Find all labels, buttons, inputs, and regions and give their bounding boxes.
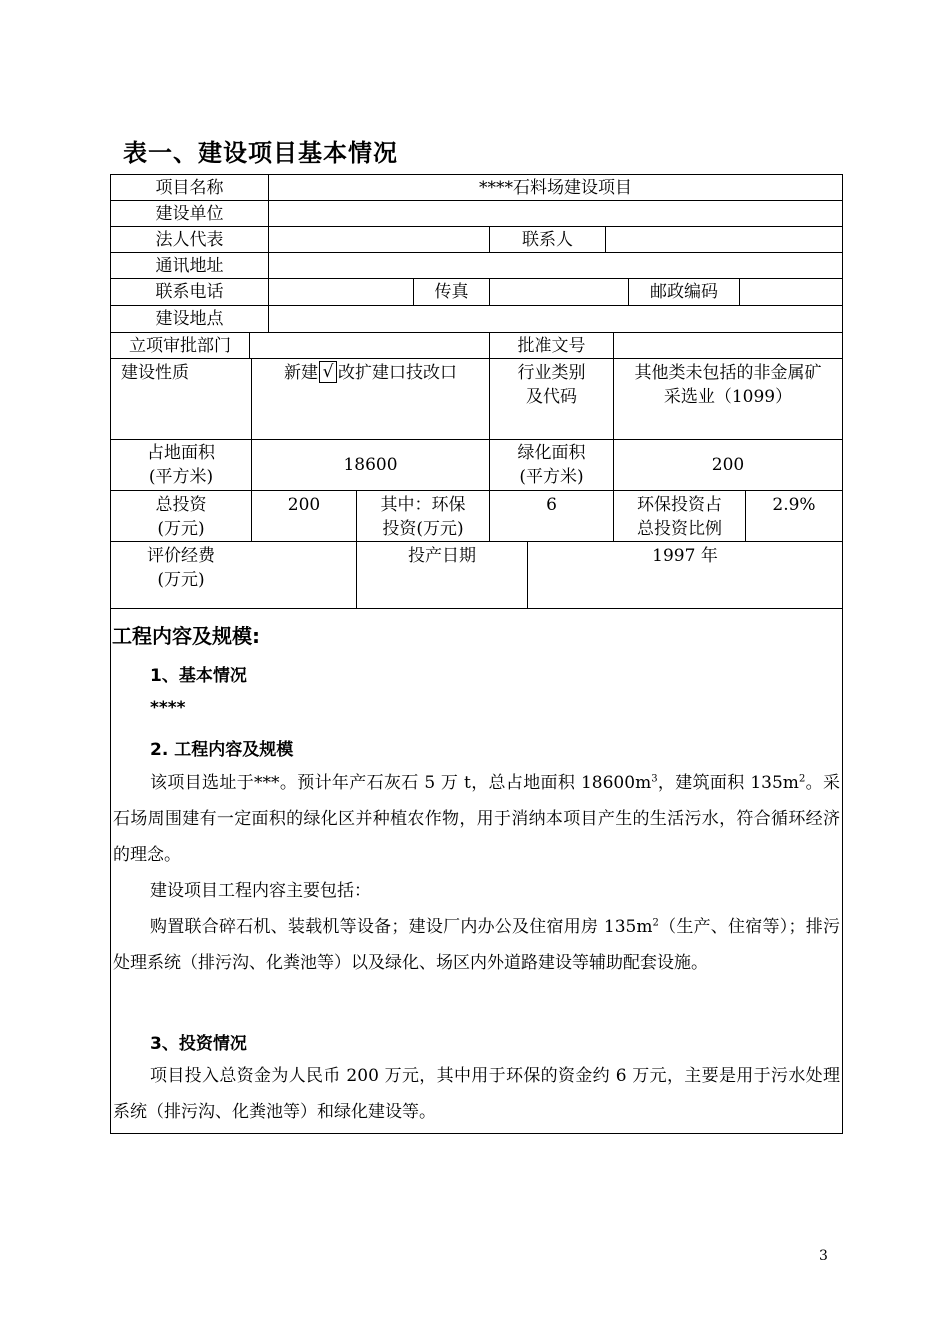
paragraph-4: 项目投入总资金为人民币 200 万元，其中用于环保的资金约 6 万元，主要是用于污水处理系统（排污沟、化粪池等）和绿化建设等。: [113, 1066, 840, 1122]
contact-person-label: 联系人: [522, 229, 573, 250]
prod-date-value: 1997 年: [652, 546, 718, 566]
postcode-label: 邮政编码: [650, 282, 718, 302]
env-invest-label: [357, 493, 489, 541]
env-invest-label-line2: 投资(万元): [382, 519, 464, 539]
industry-value-line2: 采选业（1099）: [663, 387, 793, 407]
industry-label-line2: 及代码: [526, 387, 577, 407]
page-number: 3: [819, 1248, 828, 1264]
construction-unit-value: [269, 201, 842, 226]
area-label: [111, 440, 251, 490]
green-label: [490, 440, 613, 490]
nature-new: 新建: [284, 363, 318, 383]
section-3-body: [113, 1058, 840, 1130]
fax-label: 传真: [434, 282, 469, 302]
invest-label-line2: (万元): [157, 519, 205, 539]
section-1-text: ****: [150, 698, 186, 718]
approval-dept-label: 立项审批部门: [129, 335, 231, 356]
area-value: 18600: [343, 455, 398, 475]
address-label: 通讯地址: [155, 255, 224, 276]
green-value: 200: [711, 455, 745, 475]
eval-fee-label-line2: (万元): [157, 570, 205, 590]
nature-checkbox: √: [319, 361, 337, 383]
ratio-label-line1: 环保投资占: [637, 495, 722, 515]
ratio-label-line2: 总投资比例: [637, 519, 722, 539]
green-label-line2: (平方米): [519, 467, 584, 487]
industry-value-line1: 其他类未包括的非金属矿: [634, 363, 822, 383]
legal-rep-label: 法人代表: [155, 229, 224, 250]
paragraph-2: 建设项目工程内容主要包括：: [150, 881, 371, 901]
nature-label: 建设性质: [121, 363, 189, 383]
eval-fee-label-line1: 评价经费: [147, 546, 215, 566]
green-label-line1: 绿化面积: [517, 443, 586, 463]
section-1-title: 1、基本情况: [150, 666, 247, 686]
paragraph-3: 购置联合碎石机、装载机等设备；建设厂内办公及住宿用房 $135m^2$（生产、住宿等）；排污处理系统（排污沟、化粪池等）以及绿化、场区内外道路建设等辅助配套设施。: [113, 917, 840, 973]
page-title: 表一、建设项目基本情况: [123, 139, 398, 167]
area-label-line1: 占地面积: [147, 443, 215, 463]
area-label-line2: (平方米): [148, 467, 214, 487]
prod-date-label: 投产日期: [408, 546, 476, 566]
nature-rest: 改扩建口技改口: [338, 363, 457, 383]
content-heading: 工程内容及规模:: [112, 624, 260, 648]
phone-label: 联系电话: [155, 282, 224, 302]
section-2-title: 2. 工程内容及规模: [150, 740, 294, 760]
approval-doc-label: 批准文号: [517, 335, 586, 356]
invest-label: [111, 493, 251, 541]
paragraph-1: 该项目选址于***。预计年产石灰石 5 万 t，总占地面积 $18600m^3$，建筑面积 $135m^2$。采石场周围建有一定面积的绿化区并种植农作物，用于消纳本项目产生的生活污水，符合循环经济的理念。: [113, 773, 840, 865]
eval-fee-label: [111, 544, 251, 608]
ratio-label: [614, 493, 745, 541]
industry-label: [490, 361, 613, 439]
env-invest-value: 6: [546, 495, 557, 515]
section-2-body: [113, 765, 840, 981]
env-invest-label-line1: 其中：环保: [380, 495, 466, 515]
project-name-value: ****石料场建设项目: [479, 177, 632, 198]
invest-label-line1: 总投资: [155, 495, 207, 515]
industry-label-line1: 行业类别: [517, 363, 586, 383]
project-name-label: 项目名称: [155, 177, 224, 198]
site-label: 建设地点: [155, 309, 224, 329]
section-3-title: 3、投资情况: [150, 1034, 247, 1054]
invest-value: 200: [287, 495, 321, 515]
nature-options: [252, 361, 489, 439]
project-info-table: [110, 174, 843, 1134]
industry-value: [614, 361, 842, 439]
construction-unit-label: 建设单位: [155, 203, 224, 224]
ratio-value: 2.9%: [772, 495, 816, 515]
